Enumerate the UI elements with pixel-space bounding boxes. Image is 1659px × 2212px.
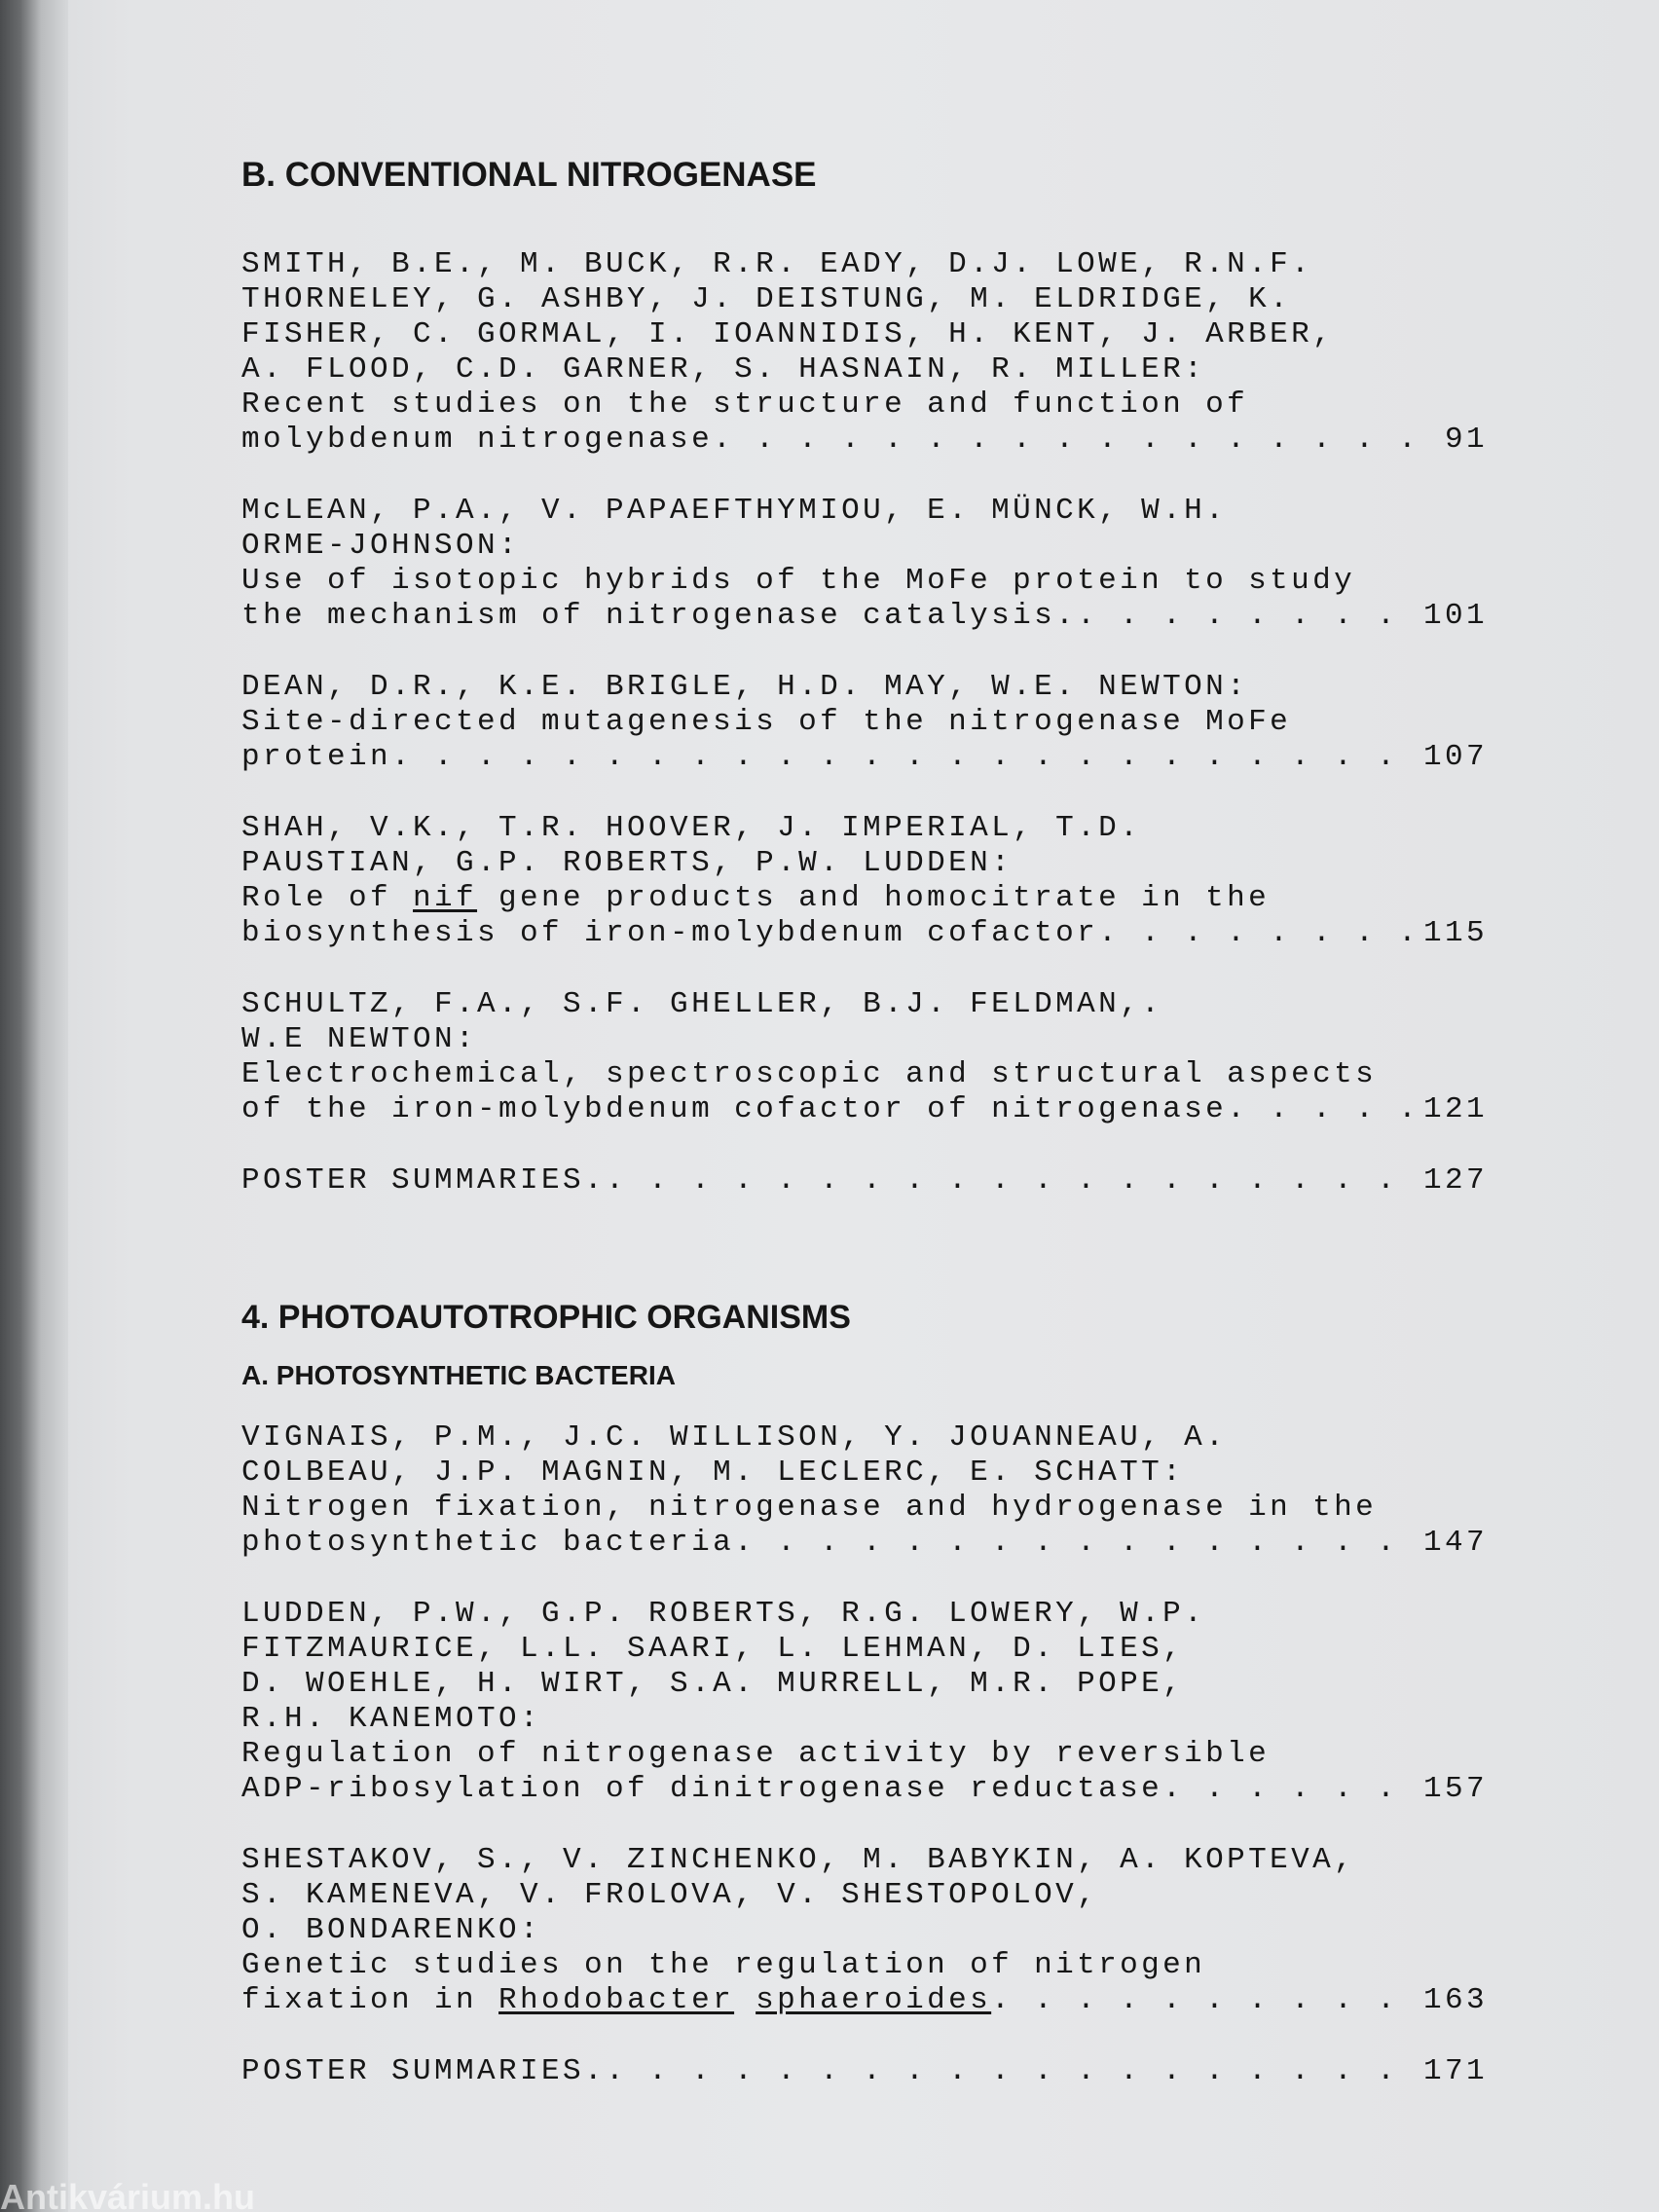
leader-dots [1162,1772,1419,1807]
page-number: 91 [1444,423,1488,457]
title-text: fixation in [241,1983,499,2017]
leader-dots [713,423,1441,458]
title-last-line [241,599,1488,634]
section-heading-photosynthetic-bacteria: A. PHOTOSYNTHETIC BACTERIA [241,1360,676,1390]
author-line: W.E NEWTON: [241,1022,478,1056]
leader-dots [1098,916,1419,951]
title-line: Site-directed mutagenesis of the nitrogenase MoFe [241,705,1292,739]
title-text: the mechanism of nitrogenase catalysis. [241,599,1078,633]
toc-entry-shestakov[interactable] [241,1843,1488,2018]
author-line: O. BONDARENKO: [241,1913,542,1947]
genus-name: Rhodobacter [498,1983,735,2017]
title-line: Recent studies on the structure and function of [241,387,1249,422]
page-number: 147 [1422,1526,1488,1560]
author-line: LUDDEN, P.W., G.P. ROBERTS, R.G. LOWERY, W.P. [241,1597,1206,1631]
section-heading-conventional-nitrogenase: B. CONVENTIONAL NITROGENASE [241,156,817,194]
author-line: SHESTAKOV, S., V. ZINCHENKO, M. BABYKIN, A. KOPTEVA, [241,1843,1356,1877]
title-last-line [241,740,1488,775]
title-text: ADP-ribosylation of dinitrogenase reductase [241,1772,1163,1806]
author-line: A. FLOOD, C.D. GARNER, S. HASNAIN, R. MILLER: [241,352,1206,387]
author-line: THORNELEY, G. ASHBY, J. DEISTUNG, M. ELDRIDGE, K. [241,282,1292,316]
toc-entry-shah[interactable] [241,811,1488,951]
title-text: of the iron-molybdenum cofactor of nitrogenase [241,1092,1228,1126]
leader-dots [606,2054,1419,2089]
title-line: Electrochemical, spectroscopic and structural aspects [241,1057,1378,1091]
toc-entry-poster-summaries-b[interactable] [241,1163,1488,1198]
leader-dots [1077,599,1419,634]
title-text: gene products and homocitrate in the [477,881,1271,915]
toc-entry-dean[interactable] [241,670,1488,775]
author-line: DEAN, D.R., K.E. BRIGLE, H.D. MAY, W.E. NEWTON: [241,670,1249,704]
gene-name-nif: nif [413,881,478,915]
leader-dots [391,740,1419,775]
title-line: Genetic studies on the regulation of nitrogen [241,1948,1206,1982]
title-last-line [241,423,1488,458]
table-of-contents [241,156,1488,2125]
title-text: protein [241,740,392,774]
title-text: POSTER SUMMARIES. [241,1163,607,1198]
title-last-line [241,2054,1488,2089]
page-number: 121 [1422,1092,1488,1126]
author-line: SHAH, V.K., T.R. HOOVER, J. IMPERIAL, T.D. [241,811,1142,845]
book-binding [0,0,68,2212]
page-number: 115 [1422,916,1488,950]
author-line: FISHER, C. GORMAL, I. IOANNIDIS, H. KENT, J. ARBER, [241,317,1335,351]
page-number: 171 [1422,2054,1488,2088]
author-line: FITZMAURICE, L.L. SAARI, L. LEHMAN, D. LIES, [241,1632,1185,1666]
author-line: McLEAN, P.A., V. PAPAEFTHYMIOU, E. MÜNCK, W.H. [241,494,1228,528]
author-line: R.H. KANEMOTO: [241,1702,542,1736]
species-name: sphaeroides [756,1983,992,2017]
watermark-text: Antikvárium.hu [0,2177,256,2212]
author-line: SMITH, B.E., M. BUCK, R.R. EADY, D.J. LOWE, R.N.F. [241,247,1313,281]
author-line: D. WOEHLE, H. WIRT, S.A. MURRELL, M.R. POPE, [241,1667,1185,1701]
title-line [241,881,1488,916]
title-text: molybdenum nitrogenase [241,423,714,457]
page-number: 101 [1422,599,1488,633]
toc-entry-vignais[interactable] [241,1420,1488,1561]
toc-entry-poster-summaries-4a[interactable] [241,2054,1488,2089]
leader-dots [991,1983,1419,2018]
title-last-line [241,1983,1488,2018]
author-line: PAUSTIAN, G.P. ROBERTS, P.W. LUDDEN: [241,846,1014,880]
page-number: 157 [1422,1772,1488,1806]
title-line: Regulation of nitrogenase activity by reversible [241,1737,1271,1771]
title-last-line [241,1772,1488,1807]
title-last-line [241,916,1488,951]
author-line: S. KAMENEVA, V. FROLOVA, V. SHESTOPOLOV, [241,1878,1099,1912]
title-last-line [241,1526,1488,1561]
title-text: photosynthetic bacteria [241,1526,735,1560]
leader-dots [606,1163,1419,1198]
title-line: Nitrogen fixation, nitrogenase and hydrogenase in the [241,1491,1378,1525]
toc-entry-mclean[interactable] [241,494,1488,634]
toc-entry-schultz[interactable] [241,987,1488,1127]
leader-dots [734,1526,1419,1561]
toc-entry-smith[interactable] [241,247,1488,458]
toc-entry-ludden[interactable] [241,1597,1488,1807]
leader-dots [1227,1092,1419,1127]
title-text: POSTER SUMMARIES. [241,2054,607,2088]
page-number: 127 [1422,1163,1488,1198]
author-line: COLBEAU, J.P. MAGNIN, M. LECLERC, E. SCHATT: [241,1456,1185,1490]
page-number: 107 [1422,740,1488,774]
page-number: 163 [1422,1983,1488,2017]
title-text: biosynthesis of iron-molybdenum cofactor [241,916,1099,950]
title-last-line [241,1163,1488,1198]
title-text: Role of [241,881,414,915]
title-line: Use of isotopic hybrids of the MoFe protein to study [241,564,1356,598]
author-line: VIGNAIS, P.M., J.C. WILLISON, Y. JOUANNEAU, A. [241,1420,1228,1455]
author-line: ORME-JOHNSON: [241,529,521,563]
author-line: SCHULTZ, F.A., S.F. GHELLER, B.J. FELDMAN,. [241,987,1163,1021]
title-last-line [241,1092,1488,1127]
chapter-heading-photoautotrophic-organisms: 4. PHOTOAUTOTROPHIC ORGANISMS [241,1299,851,1336]
